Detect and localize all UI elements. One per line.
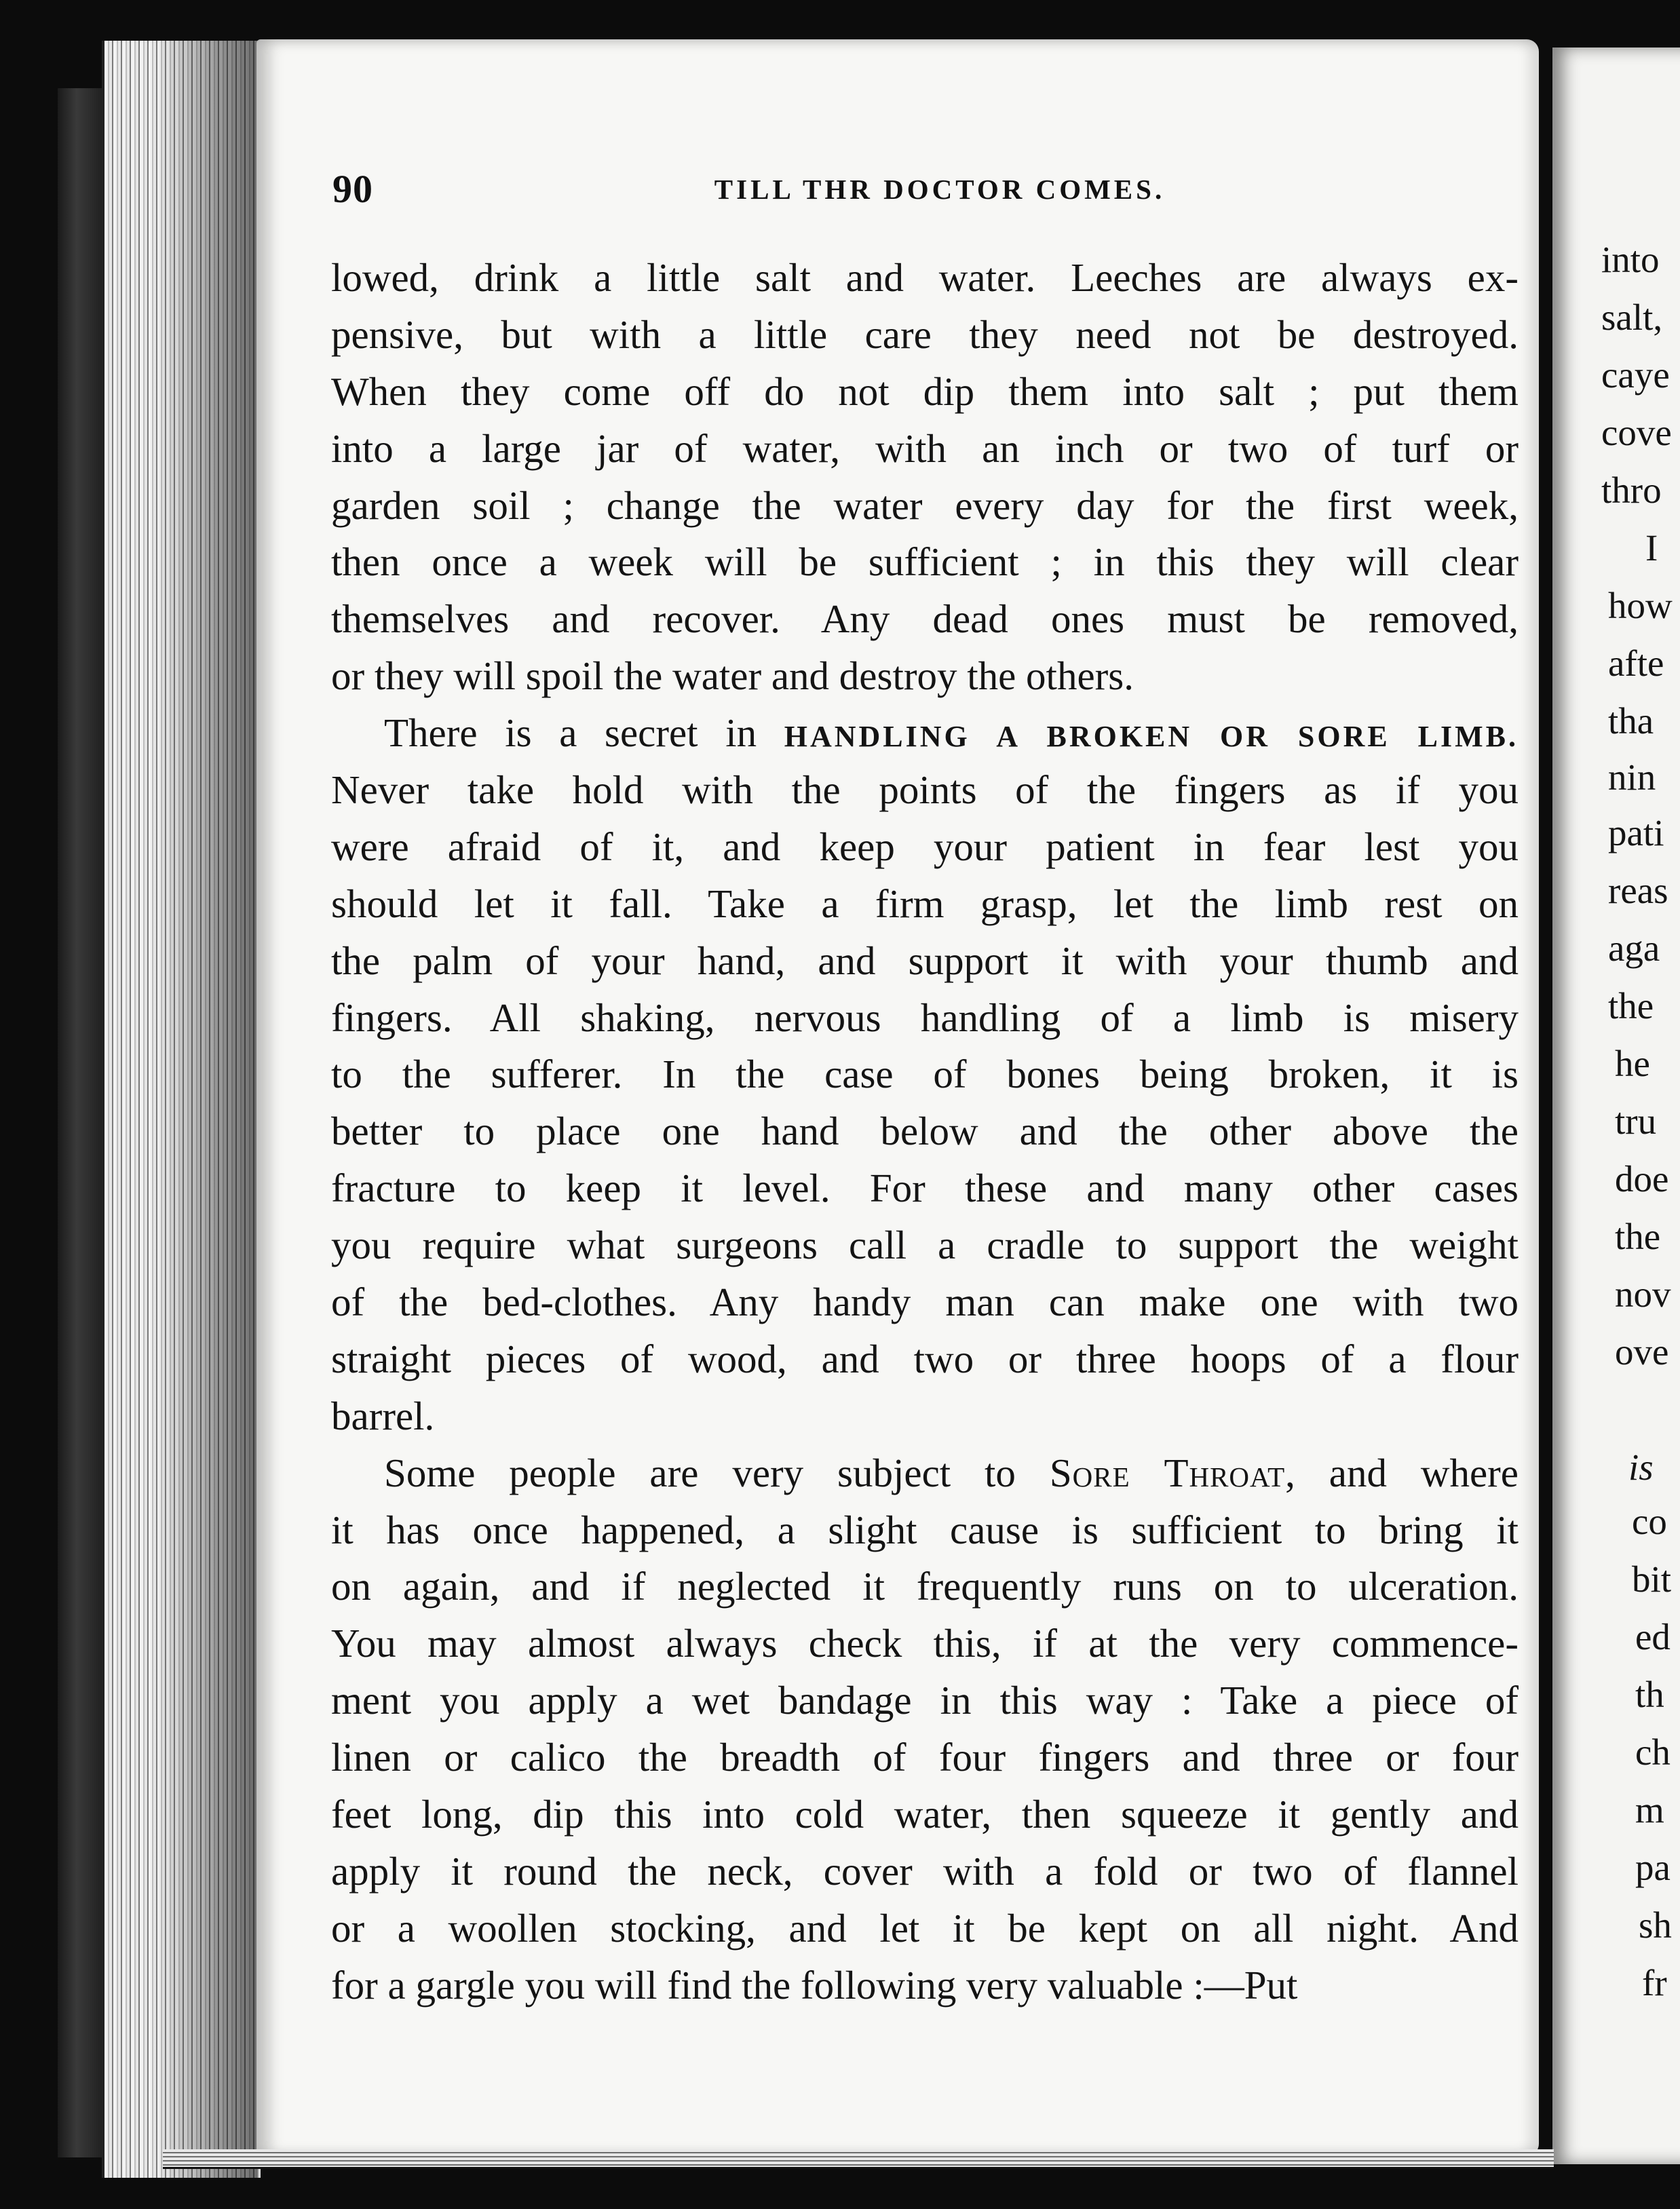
line-text: on again, and if neglected it frequently runs on to ulceration.	[331, 1564, 1519, 1609]
text-line	[331, 876, 1519, 933]
line-text: the palm of your hand, and support it with your thumb and	[331, 938, 1519, 983]
line-text: apply it round the neck, cover with a fold or two of flannel	[331, 1848, 1519, 1894]
text-line	[331, 1103, 1519, 1160]
facing-page-fragment: the	[1615, 1216, 1661, 1257]
line-text: were afraid of it, and keep your patient in fear lest you	[331, 824, 1519, 869]
facing-page-fragment: bit	[1632, 1558, 1672, 1600]
line-text: feet long, dip this into cold water, then squeeze it gently and	[331, 1792, 1519, 1837]
gutter-shadow	[156, 41, 258, 2178]
text-line	[331, 1502, 1519, 1559]
line-text: fracture to keep it level. For these and many other cases	[331, 1166, 1519, 1211]
text-line	[331, 762, 1519, 819]
line-text: lowed, drink a little salt and water. Leeches are always ex-	[331, 255, 1519, 300]
line-text: You may almost always check this, if at the very commence-	[331, 1621, 1519, 1666]
facing-page-fragment: tha	[1608, 700, 1654, 742]
text-line	[331, 1046, 1519, 1103]
line-text: When they come off do not dip them into salt ; put them	[331, 368, 1519, 414]
facing-page-fragment: aga	[1608, 927, 1660, 969]
facing-page-fragment: m	[1635, 1789, 1664, 1830]
facing-page-fragment: he	[1615, 1043, 1650, 1084]
facing-page-fragment: pa	[1635, 1847, 1671, 1888]
facing-page-fragment: doe	[1615, 1158, 1669, 1199]
facing-page-fragment: fr	[1642, 1962, 1667, 2003]
line-text: ment you apply a wet bandage in this way : Take a piece of	[331, 1678, 1519, 1723]
text-line	[331, 1445, 1519, 1502]
text-line	[331, 1786, 1519, 1843]
text-line	[331, 364, 1519, 421]
line-text: , and where	[1285, 1450, 1519, 1495]
page-bottom-edges	[163, 2149, 1554, 2169]
facing-page-fragment: co	[1632, 1501, 1667, 1542]
line-text: garden soil ; change the water every day for the first week,	[331, 482, 1519, 528]
emphasis-caps: HANDLING A BROKEN OR SORE LIMB.	[784, 720, 1519, 754]
line-text: barrel.	[331, 1393, 435, 1438]
text-line	[331, 1672, 1519, 1729]
text-line	[331, 990, 1519, 1047]
line-text: then once a week will be sufficient ; in this they will clear	[331, 539, 1519, 585]
text-line	[331, 819, 1519, 876]
text-line	[331, 534, 1519, 591]
text-line	[331, 1900, 1519, 1957]
running-head	[332, 166, 1520, 214]
facing-page-fragment: nov	[1615, 1273, 1671, 1315]
facing-page-fragment: pati	[1608, 812, 1664, 853]
line-text: should let it fall. Take a firm grasp, let the limb rest on	[331, 881, 1519, 926]
facing-page-fragment: I	[1645, 527, 1658, 569]
book-spine-shadow	[58, 88, 105, 2157]
text-line	[331, 1331, 1519, 1388]
text-line	[331, 933, 1519, 990]
line-text: linen or calico the breadth of four fingers and three or four	[331, 1735, 1519, 1780]
text-line	[331, 1274, 1519, 1331]
facing-page-fragment: how	[1608, 585, 1673, 626]
line-text: to the sufferer. In the case of bones being broken, it is	[331, 1052, 1519, 1097]
facing-page-fragment: thro	[1601, 469, 1662, 511]
facing-page-fragment: sh	[1639, 1904, 1672, 1946]
facing-page-fragment: nin	[1608, 756, 1656, 798]
text-line	[331, 1558, 1519, 1615]
text-line	[331, 421, 1519, 478]
line-text: themselves and recover. Any dead ones must be removed,	[331, 596, 1519, 642]
text-line	[331, 1388, 1519, 1445]
text-line	[331, 1160, 1519, 1217]
facing-page-fragment: caye	[1601, 354, 1670, 396]
text-line	[331, 1217, 1519, 1274]
line-text: There is a secret in	[384, 710, 784, 756]
facing-page-fragment: afte	[1608, 642, 1664, 684]
text-line	[331, 591, 1519, 648]
text-line	[331, 1615, 1519, 1672]
facing-page-fragment: ed	[1635, 1616, 1671, 1657]
facing-page-fragment: ch	[1635, 1731, 1671, 1773]
facing-page-fragment: is	[1628, 1446, 1654, 1488]
text-line	[331, 1843, 1519, 1900]
line-text: pensive, but with a little care they need not be destroyed.	[331, 311, 1519, 357]
text-line	[331, 1957, 1519, 2014]
text-line	[331, 250, 1519, 307]
line-text: better to place one hand below and the other above the	[331, 1109, 1519, 1154]
line-text: into a large jar of water, with an inch or two of turf or	[331, 425, 1519, 471]
text-line	[331, 478, 1519, 535]
facing-page-fragment: into	[1601, 239, 1660, 280]
line-text: Some people are very subject to	[384, 1450, 1050, 1495]
line-text: or they will spoil the water and destroy the others.	[331, 653, 1134, 699]
line-text: or a woollen stocking, and let it be kept on all night. And	[331, 1905, 1519, 1951]
emphasis-small-caps: Sore Throat	[1049, 1450, 1286, 1495]
facing-page-fragment: reas	[1608, 870, 1668, 911]
page-number: 90	[332, 167, 373, 211]
text-line	[331, 1729, 1519, 1786]
line-text: straight pieces of wood, and two or three hoops of a flour	[331, 1336, 1519, 1381]
text-line	[331, 307, 1519, 364]
running-title: TILL THR DOCTOR COMES.	[714, 174, 1166, 205]
line-text: Never take hold with the points of the fingers as if you	[331, 767, 1519, 813]
line-text: of the bed-clothes. Any handy man can make one with two	[331, 1280, 1519, 1325]
line-text: you require what surgeons call a cradle to support the weight	[331, 1223, 1519, 1268]
facing-page-fragment: tru	[1615, 1100, 1657, 1142]
facing-page-fragment: the	[1608, 985, 1654, 1026]
text-line	[331, 705, 1519, 762]
line-text: for a gargle you will find the following very valuable :—Put	[331, 1962, 1298, 2008]
facing-page-fragment: ove	[1615, 1331, 1669, 1372]
facing-page-fragment: cove	[1601, 412, 1672, 453]
text-line	[331, 648, 1519, 705]
body-text	[331, 250, 1519, 2014]
line-text: it has once happened, a slight cause is sufficient to bring it	[331, 1507, 1519, 1552]
facing-page-fragment: salt,	[1601, 296, 1663, 338]
facing-page-fragment: th	[1635, 1674, 1664, 1715]
line-text: fingers. All shaking, nervous handling of a limb is misery	[331, 995, 1519, 1040]
